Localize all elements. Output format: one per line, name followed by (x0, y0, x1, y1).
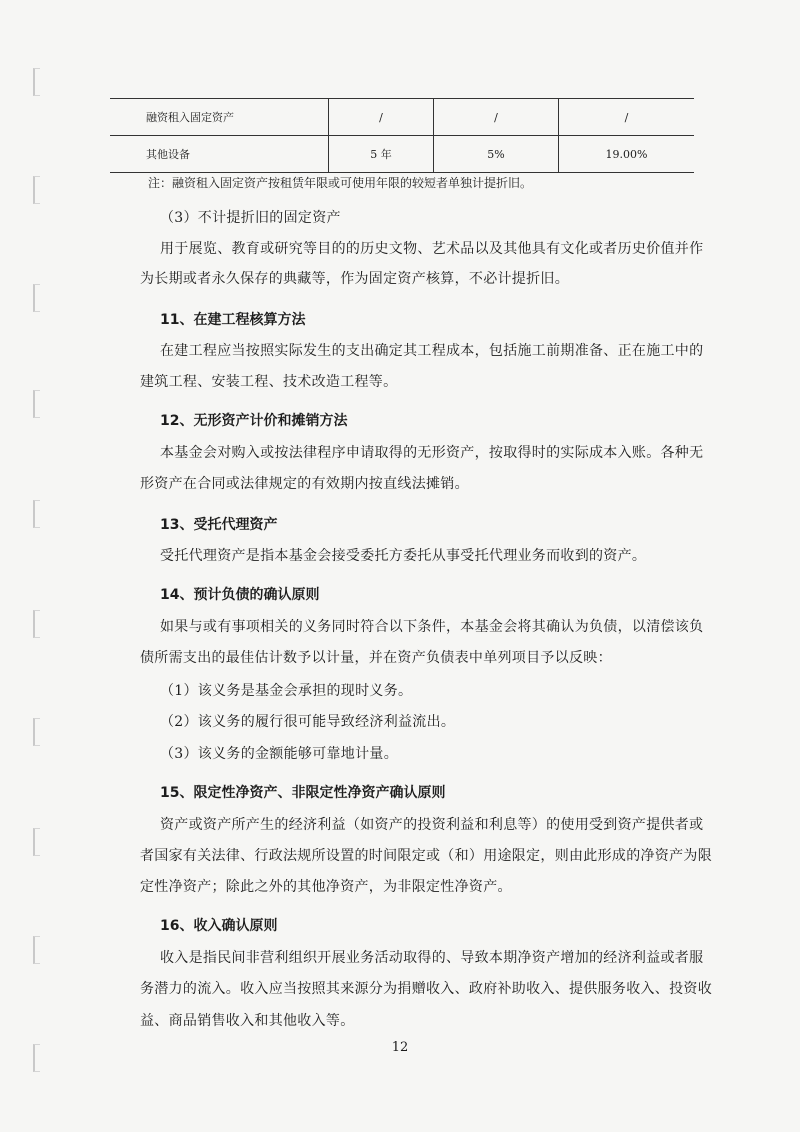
table-cell-residual: 5% (434, 136, 559, 173)
paragraph-line: 建筑工程、安装工程、技术改造工程等。 (140, 374, 398, 390)
paragraph-line: 收入是指民间非营利组织开展业务活动取得的、导致本期净资产增加的经济利益或者服 (160, 950, 704, 966)
binder-mark (33, 610, 40, 638)
section-heading: 16、收入确认原则 (160, 918, 278, 934)
paragraph-line: 债所需支出的最佳估计数予以计量，并在资产负债表中单列项目予以反映： (140, 650, 612, 666)
list-item: （1）该义务是基金会承担的现时义务。 (160, 683, 413, 699)
table-row (110, 99, 694, 136)
table-cell-residual: / (434, 99, 559, 136)
depreciation-table (110, 98, 694, 173)
binder-mark (33, 500, 40, 528)
table-cell-rate: 19.00% (559, 136, 695, 173)
table-cell-years: / (329, 99, 434, 136)
paragraph-line: 定性净资产；除此之外的其他净资产，为非限定性净资产。 (140, 879, 512, 895)
binder-mark (33, 176, 40, 204)
section-heading: 12、无形资产计价和摊销方法 (160, 413, 348, 429)
binder-mark (33, 718, 40, 746)
list-item: （2）该义务的履行很可能导致经济利益流出。 (160, 714, 456, 730)
paragraph-line: 受托代理资产是指本基金会接受委托方委托从事受托代理业务而收到的资产。 (160, 548, 647, 564)
list-item: （3）该义务的金额能够可靠地计量。 (160, 746, 399, 762)
binder-mark (33, 936, 40, 964)
page-number: 12 (391, 1040, 409, 1055)
paragraph-line: 为长期或者永久保存的典藏等，作为固定资产核算，不必计提折旧。 (140, 271, 569, 287)
binder-mark (33, 390, 40, 418)
paragraph-line: 务潜力的流入。收入应当按照其来源分为捐赠收入、政府补助收入、提供服务收入、投资收 (140, 981, 712, 997)
subsection-title: （3）不计提折旧的固定资产 (160, 210, 341, 226)
table-row (110, 136, 694, 173)
table-cell-years: 5 年 (329, 136, 434, 173)
paragraph-line: 益、商品销售收入和其他收入等。 (140, 1013, 355, 1029)
paragraph-line: 用于展览、教育或研究等目的的历史文物、艺术品以及其他具有文化或者历史价值并作 (160, 241, 704, 257)
paragraph-line: 本基金会对购入或按法律程序申请取得的无形资产，按取得时的实际成本入账。各种无 (160, 445, 704, 461)
section-heading: 15、限定性净资产、非限定性净资产确认原则 (160, 785, 446, 801)
table-cell-category: 融资租入固定资产 (110, 99, 329, 136)
section-heading: 11、在建工程核算方法 (160, 312, 306, 328)
paragraph-line: 资产或资产所产生的经济利益（如资产的投资利益和利息等）的使用受到资产提供者或 (160, 817, 704, 833)
binder-mark (33, 284, 40, 312)
paragraph-line: 在建工程应当按照实际发生的支出确定其工程成本，包括施工前期准备、正在施工中的 (160, 343, 704, 359)
binder-mark (33, 68, 40, 96)
table-cell-rate: / (559, 99, 695, 136)
table-cell-category: 其他设备 (110, 136, 329, 173)
paragraph-line: 者国家有关法律、行政法规所设置的时间限定或（和）用途限定，则由此形成的净资产为限 (140, 848, 712, 864)
section-heading: 13、受托代理资产 (160, 517, 278, 533)
paragraph-line: 如果与或有事项相关的义务同时符合以下条件，本基金会将其确认为负债，以清偿该负 (160, 619, 704, 635)
table-note: 注：融资租入固定资产按租赁年限或可使用年限的较短者单独计提折旧。 (148, 176, 533, 190)
section-heading: 14、预计负债的确认原则 (160, 587, 320, 603)
binder-mark (33, 828, 40, 856)
paragraph-line: 形资产在合同或法律规定的有效期内按直线法摊销。 (140, 476, 469, 492)
